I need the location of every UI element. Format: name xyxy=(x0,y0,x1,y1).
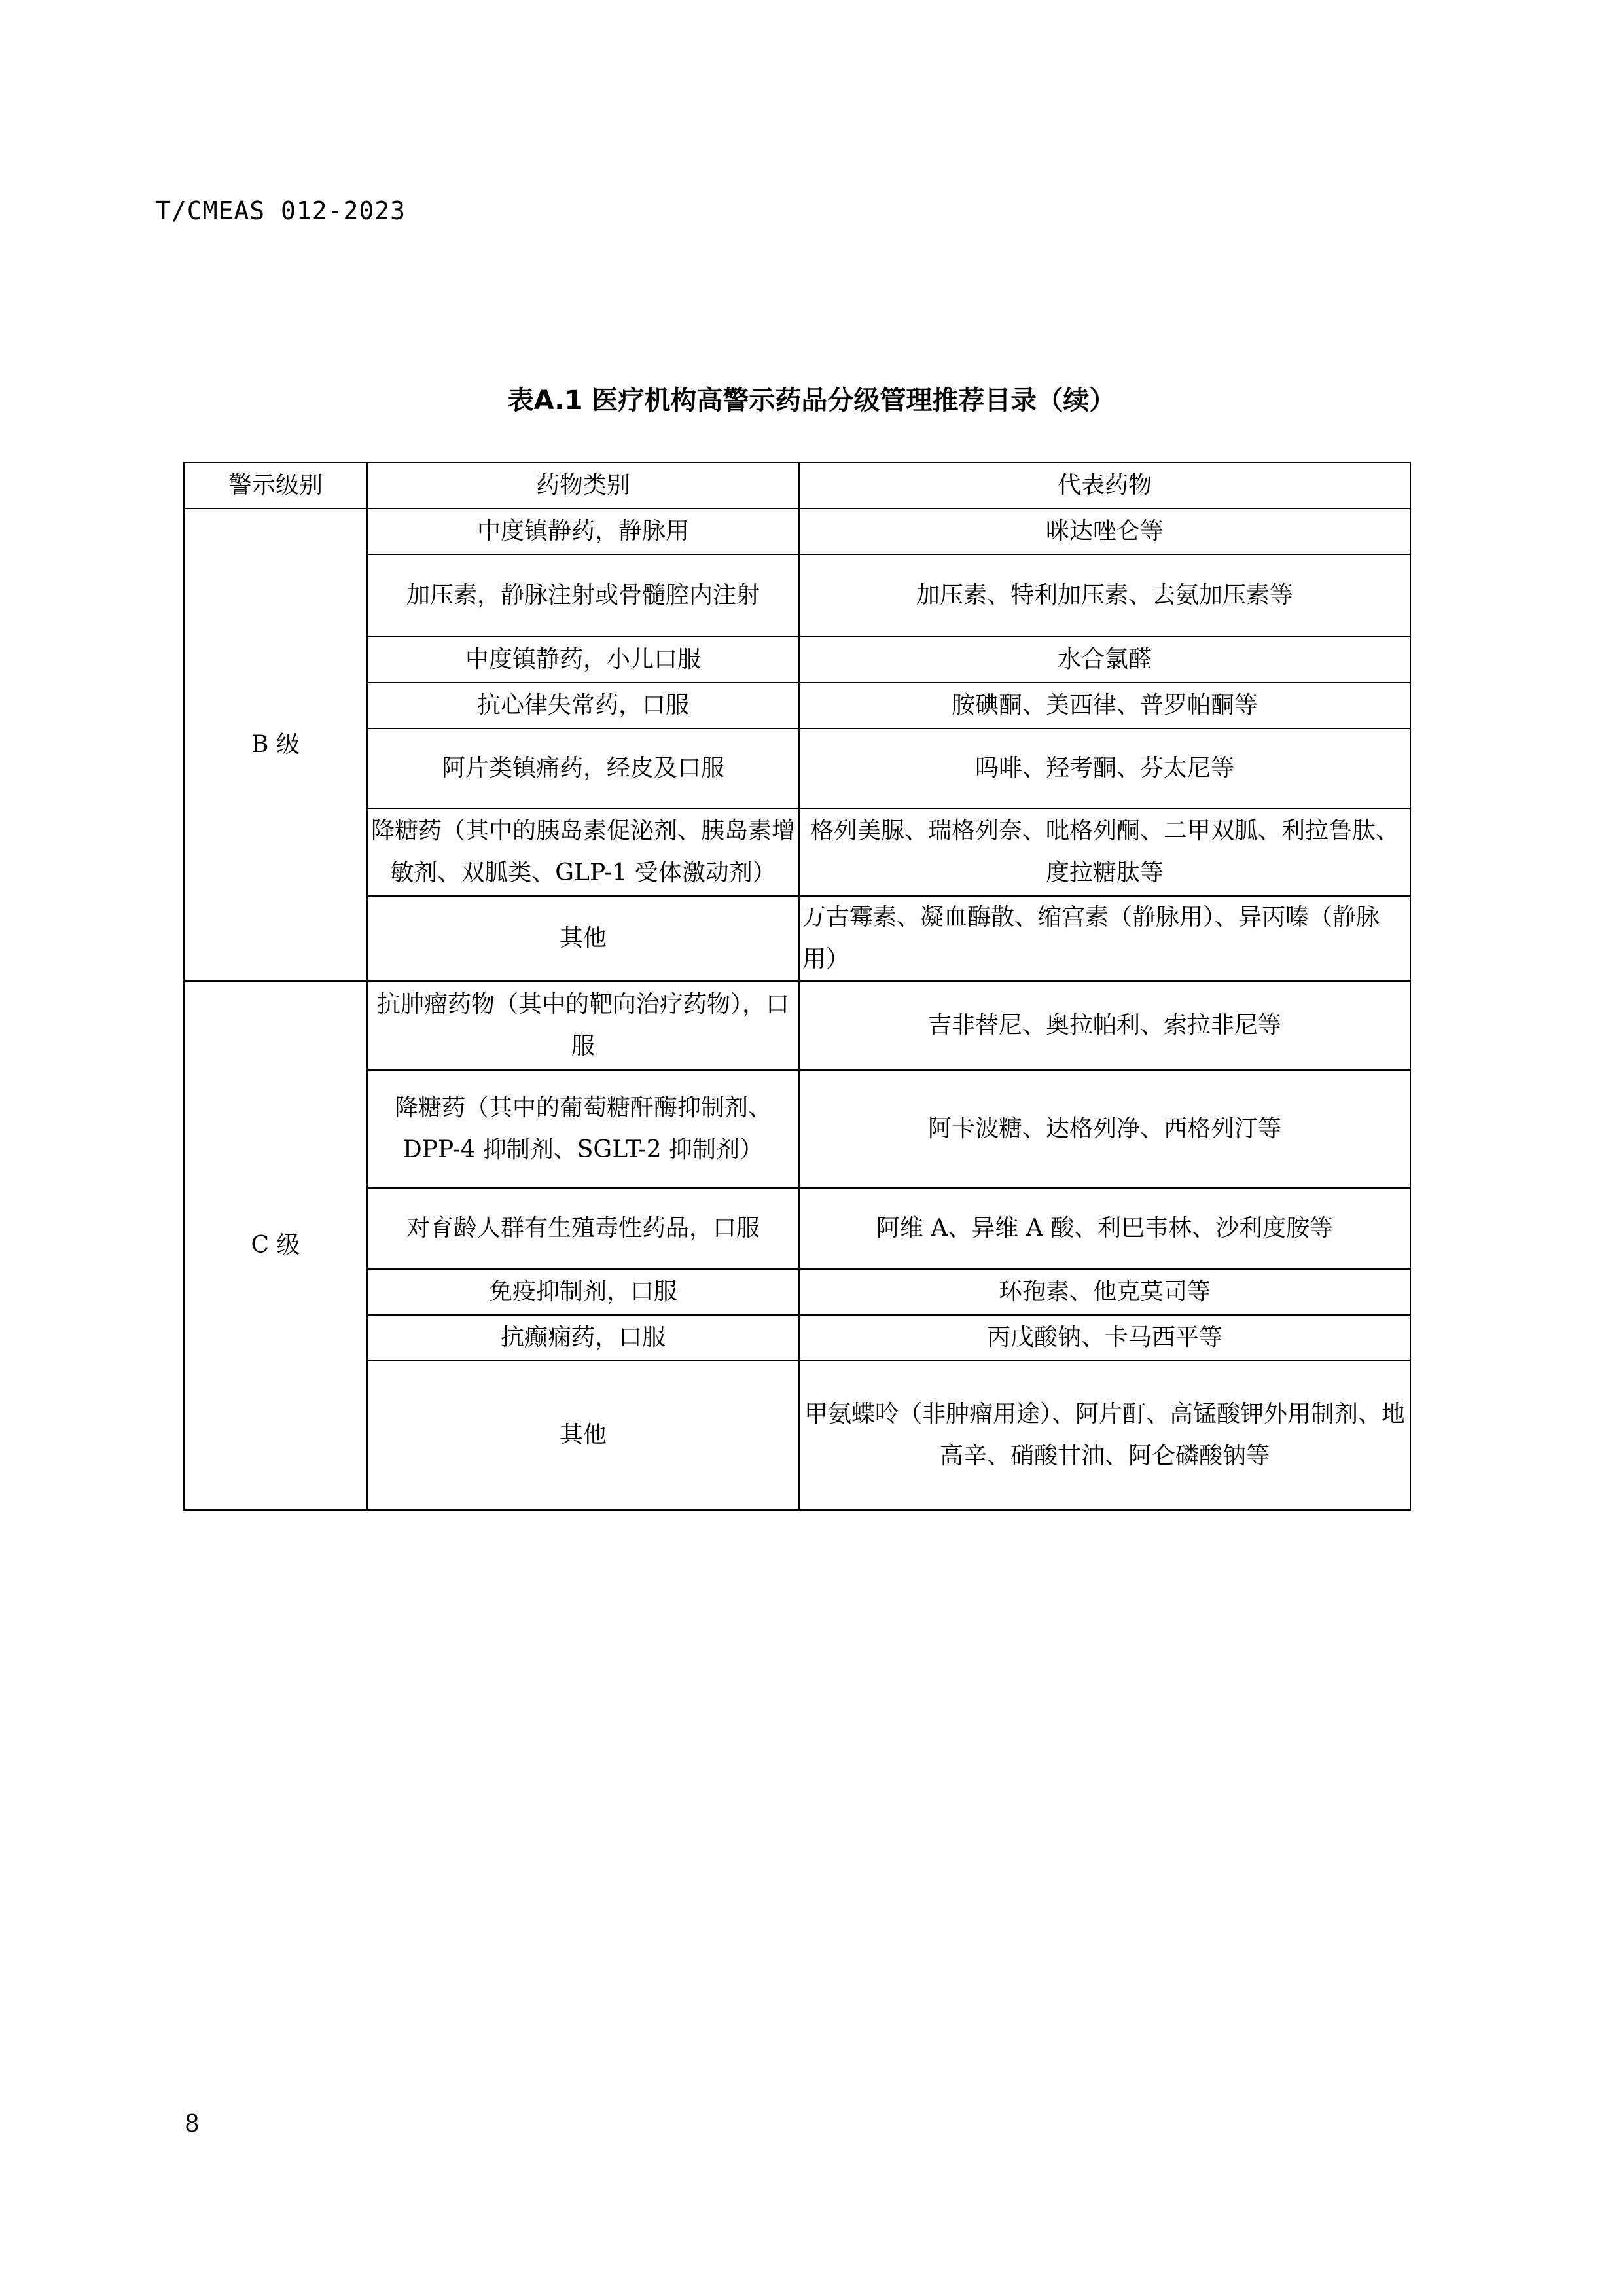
table-row xyxy=(184,728,1410,808)
drugs-cell: 吗啡、羟考酮、芬太尼等 xyxy=(799,728,1410,808)
category-cell: 抗心律失常药，口服 xyxy=(367,683,799,728)
category-cell: 降糖药（其中的胰岛素促泌剂、胰岛素增敏剂、双胍类、GLP-1 受体激动剂） xyxy=(367,808,799,896)
table-row xyxy=(184,554,1410,637)
table-row xyxy=(184,808,1410,896)
table-row xyxy=(184,896,1410,981)
drugs-cell: 丙戊酸钠、卡马西平等 xyxy=(799,1315,1410,1361)
drugs-cell: 阿维 A、异维 A 酸、利巴韦林、沙利度胺等 xyxy=(799,1188,1410,1269)
category-cell: 中度镇静药，小儿口服 xyxy=(367,637,799,683)
drugs-cell: 环孢素、他克莫司等 xyxy=(799,1269,1410,1315)
table-row xyxy=(184,1070,1410,1188)
level-cell-c: C 级 xyxy=(184,981,367,1510)
header-drug-category: 药物类别 xyxy=(367,463,799,509)
category-cell: 阿片类镇痛药，经皮及口服 xyxy=(367,728,799,808)
category-cell: 抗癫痫药，口服 xyxy=(367,1315,799,1361)
table-row xyxy=(184,981,1410,1070)
table-row xyxy=(184,1188,1410,1269)
drugs-cell: 格列美脲、瑞格列奈、吡格列酮、二甲双胍、利拉鲁肽、度拉糖肽等 xyxy=(799,808,1410,896)
drug-classification-table xyxy=(183,462,1411,1511)
table-row xyxy=(184,1361,1410,1510)
document-code: T/CMEAS 012-2023 xyxy=(156,196,406,225)
category-cell: 对育龄人群有生殖毒性药品，口服 xyxy=(367,1188,799,1269)
category-cell: 其他 xyxy=(367,896,799,981)
drugs-cell: 咪达唑仑等 xyxy=(799,509,1410,554)
drugs-cell: 吉非替尼、奥拉帕利、索拉非尼等 xyxy=(799,981,1410,1070)
table-row xyxy=(184,683,1410,728)
drugs-cell: 甲氨蝶呤（非肿瘤用途）、阿片酊、高锰酸钾外用制剂、地高辛、硝酸甘油、阿仑磷酸钠等 xyxy=(799,1361,1410,1510)
page-number: 8 xyxy=(185,2111,200,2138)
category-cell: 加压素，静脉注射或骨髓腔内注射 xyxy=(367,554,799,637)
category-cell: 中度镇静药，静脉用 xyxy=(367,509,799,554)
category-cell: 抗肿瘤药物（其中的靶向治疗药物），口服 xyxy=(367,981,799,1070)
drugs-cell: 万古霉素、凝血酶散、缩宫素（静脉用）、异丙嗪（静脉用） xyxy=(799,896,1410,981)
level-cell-b: B 级 xyxy=(184,509,367,981)
header-warning-level: 警示级别 xyxy=(184,463,367,509)
table-row xyxy=(184,509,1410,554)
drugs-cell: 加压素、特利加压素、去氨加压素等 xyxy=(799,554,1410,637)
category-cell: 降糖药（其中的葡萄糖酐酶抑制剂、DPP-4 抑制剂、SGLT-2 抑制剂） xyxy=(367,1070,799,1188)
table-row xyxy=(184,1269,1410,1315)
table-row xyxy=(184,637,1410,683)
category-cell: 其他 xyxy=(367,1361,799,1510)
drugs-cell: 水合氯醛 xyxy=(799,637,1410,683)
category-cell: 免疫抑制剂，口服 xyxy=(367,1269,799,1315)
table-title: 表A.1 医疗机构高警示药品分级管理推荐目录（续） xyxy=(507,386,1116,416)
drugs-cell: 胺碘酮、美西律、普罗帕酮等 xyxy=(799,683,1410,728)
header-representative-drugs: 代表药物 xyxy=(799,463,1410,509)
table-row xyxy=(184,1315,1410,1361)
drugs-cell: 阿卡波糖、达格列净、西格列汀等 xyxy=(799,1070,1410,1188)
table-header-row xyxy=(184,463,1410,509)
